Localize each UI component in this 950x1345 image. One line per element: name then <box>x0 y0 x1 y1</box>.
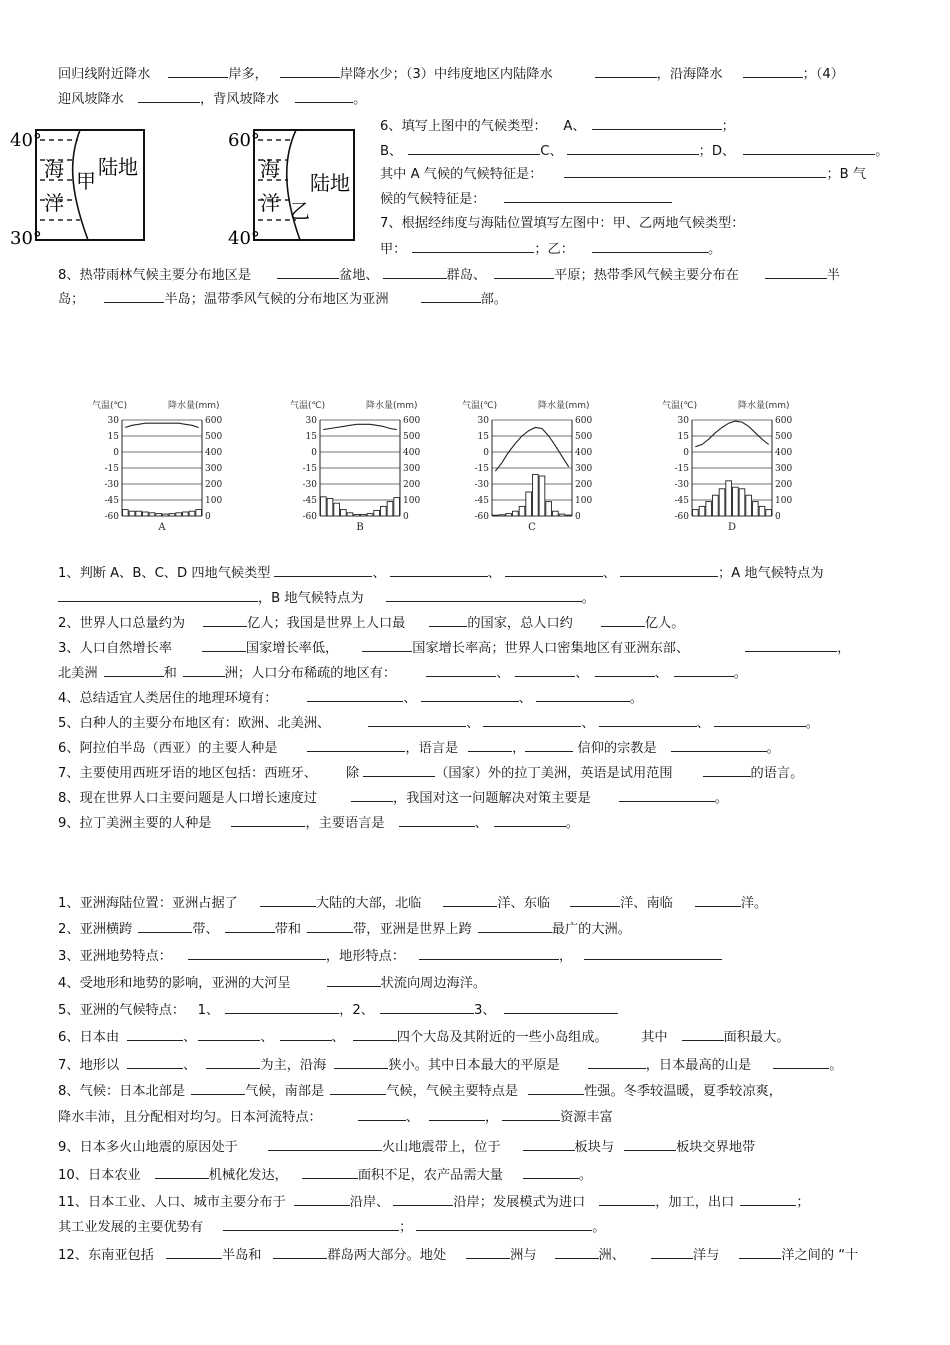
precip-bar <box>189 511 195 516</box>
blank[interactable] <box>466 1245 510 1259</box>
blank[interactable] <box>682 1027 724 1041</box>
blank[interactable] <box>671 738 767 752</box>
precip-axis-label: 降水量(mm) <box>168 401 220 411</box>
blank[interactable] <box>620 563 718 577</box>
s2-q8: 8、现在世界人口主要问题是人口增长速度过 ，我国对这一问题解决对策主要是 。 <box>58 788 728 808</box>
precip-tick-label: 400 <box>205 448 223 458</box>
s3-q4: 4、受地形和地势的影响，亚洲的大河呈 状流向周边海洋。 <box>58 973 486 993</box>
temp-line <box>323 424 396 429</box>
blank[interactable] <box>419 946 559 960</box>
blank[interactable] <box>624 1137 676 1151</box>
precip-bar <box>136 511 142 516</box>
precip-bar <box>499 515 505 516</box>
blank[interactable] <box>599 713 697 727</box>
chart-label: A <box>158 522 166 533</box>
blank[interactable] <box>166 1245 222 1259</box>
precip-tick-label: 300 <box>205 464 223 474</box>
precip-bar <box>149 513 155 516</box>
q7-line-2: 甲： ；乙： 。 <box>380 239 721 259</box>
blank[interactable] <box>104 663 164 677</box>
precip-bar <box>733 487 739 516</box>
temp-axis-label: 气温(℃) <box>662 401 698 411</box>
temp-tick-label: 30 <box>107 416 119 426</box>
blank[interactable] <box>307 919 353 933</box>
temp-tick-label: 0 <box>311 448 317 458</box>
lat-label: 40° <box>10 130 42 151</box>
temp-tick-label: -30 <box>474 480 489 490</box>
blank[interactable] <box>280 64 340 78</box>
precip-bar <box>519 506 525 516</box>
blank[interactable] <box>294 1192 350 1206</box>
s3-q12: 12、东南亚包括 半岛和 群岛两大部分。地处 洲与 洲、 洋与 洋之间的 “十 <box>58 1245 858 1265</box>
precip-bar <box>381 506 387 516</box>
temp-tick-label: 15 <box>477 432 489 442</box>
lat-label: 40° <box>228 228 260 246</box>
blank[interactable] <box>595 64 657 78</box>
place-mark: 乙 <box>290 199 310 223</box>
blank[interactable] <box>416 1217 592 1231</box>
precip-bar <box>321 497 327 516</box>
s2-q1-line-1: 1、判断 A、B、C、D 四地气候类型 、 、 、 ；A 地气候特点为 <box>58 563 824 583</box>
temp-tick-label: -45 <box>104 496 119 506</box>
blank[interactable] <box>206 1055 260 1069</box>
s2-q1-line-2: ，B 地气候特点为 。 <box>58 588 595 608</box>
precip-bar <box>753 502 759 516</box>
s3-q11-line-1: 11、日本工业、人口、城市主要分布于 沿岸、 沿岸；发展模式为进口 ，加工，出口 ； <box>58 1192 810 1212</box>
precip-bar <box>129 511 135 516</box>
blank[interactable] <box>743 64 803 78</box>
sea-label: 海 <box>44 157 64 181</box>
blank[interactable] <box>225 919 275 933</box>
precip-bar <box>123 510 129 516</box>
precip-bar <box>726 481 732 516</box>
precip-bar <box>533 474 539 516</box>
blank[interactable] <box>183 663 225 677</box>
blank[interactable] <box>765 265 827 279</box>
blank[interactable] <box>595 663 655 677</box>
precip-bar <box>539 476 545 516</box>
blank[interactable] <box>421 289 481 303</box>
s3-q6: 6、日本由 、 、 、 四个大岛及其附近的一些小岛组成。 其中 面积最大。 <box>58 1027 790 1047</box>
precip-tick-label: 400 <box>403 448 421 458</box>
precip-tick-label: 100 <box>575 496 593 506</box>
precip-tick-label: 500 <box>575 432 593 442</box>
precip-bar <box>367 514 373 516</box>
s3-q5: 5、亚洲的气候特点： 1、 ，2、 3、 <box>58 1000 618 1020</box>
precip-tick-label: 400 <box>575 448 593 458</box>
blank[interactable] <box>601 613 645 627</box>
blank[interactable] <box>268 1137 382 1151</box>
blank[interactable] <box>138 89 200 103</box>
blank[interactable] <box>504 1000 618 1014</box>
s3-q9: 9、日本多火山地震的原因处于 火山地震带上，位于 板块与 板块交界地带 <box>58 1137 755 1157</box>
blank[interactable] <box>745 638 837 652</box>
blank[interactable] <box>280 1027 332 1041</box>
temp-tick-label: 30 <box>305 416 317 426</box>
s3-q3: 3、亚洲地势特点： ，地形特点： ， <box>58 946 722 966</box>
temp-tick-label: -15 <box>474 464 489 474</box>
blank[interactable] <box>127 1027 183 1041</box>
climate-chart-b <box>288 394 438 534</box>
temp-tick-label: -60 <box>104 512 119 522</box>
lat-label: 60° <box>228 130 260 151</box>
blank[interactable] <box>307 688 403 702</box>
blank[interactable] <box>505 563 603 577</box>
blank[interactable] <box>307 738 405 752</box>
blank[interactable] <box>363 763 435 777</box>
precip-bar <box>506 514 512 516</box>
s2-q4: 4、总结适宜人类居住的地理环境有： 、 、 。 <box>58 688 643 708</box>
blank[interactable] <box>225 1000 339 1014</box>
precip-bar <box>143 512 149 516</box>
blank[interactable] <box>695 893 741 907</box>
blank[interactable] <box>327 973 381 987</box>
precip-tick-label: 400 <box>775 448 793 458</box>
precip-bar <box>394 498 400 516</box>
sea-label: 海 <box>260 157 280 181</box>
blank[interactable] <box>504 189 672 203</box>
temp-tick-label: -30 <box>302 480 317 490</box>
temp-tick-label: 0 <box>483 448 489 458</box>
precip-tick-label: 300 <box>575 464 593 474</box>
blank[interactable] <box>138 919 192 933</box>
precip-bar <box>713 495 719 516</box>
temp-tick-label: 0 <box>683 448 689 458</box>
precip-tick-label: 500 <box>205 432 223 442</box>
blank[interactable] <box>570 893 620 907</box>
precip-bar <box>526 492 532 516</box>
blank[interactable] <box>295 89 353 103</box>
blank[interactable] <box>592 239 708 253</box>
precip-bar <box>347 513 353 516</box>
precip-tick-label: 600 <box>575 416 593 426</box>
q6-line-3: 其中 A 气候的气候特征是： ；B 气 <box>380 164 866 184</box>
blank[interactable] <box>773 1055 829 1069</box>
precip-bar <box>699 506 705 516</box>
precip-bar <box>759 506 765 516</box>
q8-line-2: 岛； 半岛；温带季风气候的分布地区为亚洲 部。 <box>58 289 507 309</box>
precip-bar <box>739 489 745 516</box>
blank[interactable] <box>555 1245 599 1259</box>
precip-bar <box>156 514 162 516</box>
blank[interactable] <box>198 1027 260 1041</box>
precip-bar <box>354 514 360 516</box>
precip-tick-label: 200 <box>205 480 223 490</box>
precip-bar <box>766 510 772 516</box>
precip-bar <box>719 489 725 516</box>
blank[interactable] <box>330 1081 386 1095</box>
q6-line-1: 6、填写上图中的气候类型： A、 ； <box>380 116 735 136</box>
precip-axis-label: 降水量(mm) <box>538 401 590 411</box>
blank[interactable] <box>714 713 806 727</box>
s2-q3-line-2: 北美洲 和 洲；人口分布稀疏的地区有： 、 、 、 。 <box>58 663 747 683</box>
top-line-2: 迎风坡降水 ，背风坡降水 。 <box>58 89 366 109</box>
blank[interactable] <box>743 141 875 155</box>
precip-bar <box>566 515 572 516</box>
temp-tick-label: -45 <box>474 496 489 506</box>
blank[interactable] <box>494 265 554 279</box>
s3-q8-line-2: 降水丰沛，且分配相对均匀。日本河流特点： 、 ， 资源丰富 <box>58 1107 613 1127</box>
blank[interactable] <box>429 613 467 627</box>
s2-q5: 5、白种人的主要分布地区有：欧洲、北美洲、 、 、 、 。 <box>58 713 819 733</box>
blank[interactable] <box>368 713 466 727</box>
s3-q10: 10、日本农业 机械化发达， 面积不足，农产品需大量 。 <box>58 1165 592 1185</box>
climate-chart-a <box>90 394 240 534</box>
blank[interactable] <box>358 1107 406 1121</box>
blank[interactable] <box>703 763 751 777</box>
precip-tick-label: 0 <box>403 512 409 522</box>
top-line-1: 回归线附近降水 岸多， 岸降水少；（3）中纬度地区内陆降水 ，沿海降水 ；（4） <box>58 64 844 84</box>
blank[interactable] <box>523 1137 575 1151</box>
precip-axis-label: 降水量(mm) <box>366 401 418 411</box>
s2-q7: 7、主要使用西班牙语的地区包括：西班牙、 除 （国家）外的拉丁美洲，英语是试用范围 的语言。 <box>58 763 803 783</box>
blank[interactable] <box>619 788 715 802</box>
temp-tick-label: 30 <box>477 416 489 426</box>
lat-label: 30° <box>10 228 42 246</box>
temp-line <box>125 423 198 427</box>
chart-label: C <box>528 522 536 533</box>
blank[interactable] <box>567 141 699 155</box>
blank[interactable] <box>203 613 247 627</box>
blank[interactable] <box>273 1245 327 1259</box>
blank[interactable] <box>483 713 581 727</box>
precip-tick-label: 300 <box>403 464 421 474</box>
precip-bar <box>163 514 169 516</box>
precip-axis-label: 降水量(mm) <box>738 401 790 411</box>
blank[interactable] <box>412 239 534 253</box>
blank[interactable] <box>494 813 566 827</box>
temp-tick-label: -15 <box>302 464 317 474</box>
blank[interactable] <box>426 663 496 677</box>
precip-bar <box>693 510 699 516</box>
blank[interactable] <box>523 1165 579 1179</box>
blank[interactable] <box>127 1055 183 1069</box>
temp-line <box>695 421 768 447</box>
q6-line-2: B、 C、 ；D、 。 <box>380 141 888 161</box>
blank[interactable] <box>386 588 582 602</box>
blank[interactable] <box>231 813 305 827</box>
precip-bar <box>559 514 565 516</box>
blank[interactable] <box>651 1245 693 1259</box>
s2-q9: 9、拉丁美洲主要的人种是 ，主要语言是 、 。 <box>58 813 579 833</box>
chart-label: D <box>727 522 737 533</box>
blank[interactable] <box>588 1055 646 1069</box>
precip-bar <box>513 511 519 516</box>
temp-tick-label: 30 <box>677 416 689 426</box>
precip-tick-label: 200 <box>403 480 421 490</box>
temp-line <box>495 428 568 472</box>
blank[interactable] <box>362 638 412 652</box>
sea-label: 洋 <box>44 191 64 215</box>
temp-tick-label: -45 <box>674 496 689 506</box>
land-label: 陆地 <box>310 171 350 195</box>
blank[interactable] <box>478 919 552 933</box>
precip-tick-label: 200 <box>575 480 593 490</box>
blank[interactable] <box>58 588 258 602</box>
blank[interactable] <box>408 141 540 155</box>
sea-label: 洋 <box>260 191 280 215</box>
blank[interactable] <box>274 563 372 577</box>
temp-tick-label: 15 <box>677 432 689 442</box>
temp-tick-label: -45 <box>302 496 317 506</box>
blank[interactable] <box>202 638 246 652</box>
blank[interactable] <box>260 893 316 907</box>
precip-tick-label: 100 <box>403 496 421 506</box>
precip-bar <box>553 511 559 516</box>
blank[interactable] <box>168 64 228 78</box>
precip-tick-label: 200 <box>775 480 793 490</box>
blank[interactable] <box>351 788 393 802</box>
precip-bar <box>176 513 182 516</box>
blank[interactable] <box>393 1192 453 1206</box>
land-label: 陆地 <box>98 155 138 179</box>
blank[interactable] <box>191 1081 245 1095</box>
temp-tick-label: 0 <box>113 448 119 458</box>
precip-bar <box>493 515 499 516</box>
precip-bar <box>706 502 712 516</box>
temp-tick-label: -15 <box>674 464 689 474</box>
chart-label: B <box>356 522 364 533</box>
s2-q3-line-1: 3、人口自然增长率 国家增长率低， 国家增长率高；世界人口密集地区有亚洲东部、 ， <box>58 638 850 658</box>
climate-chart-d <box>660 394 810 534</box>
precip-bar <box>387 502 393 516</box>
blank[interactable] <box>155 1165 209 1179</box>
blank[interactable] <box>188 946 326 960</box>
blank[interactable] <box>277 265 339 279</box>
blank[interactable] <box>383 265 447 279</box>
s3-q7: 7、地形以 、 为主，沿海 狭小。其中日本最大的平原是 ，日本最高的山是 。 <box>58 1055 842 1075</box>
temp-axis-label: 气温(℃) <box>290 401 326 411</box>
q6-line-4: 候的气候特征是： <box>380 189 672 209</box>
precip-tick-label: 0 <box>575 512 581 522</box>
precip-tick-label: 600 <box>205 416 223 426</box>
temp-tick-label: -60 <box>474 512 489 522</box>
temp-tick-label: 15 <box>107 432 119 442</box>
s2-q6: 6、阿拉伯半岛（西亚）的主要人种是 ，语言是 ， 信仰的宗教是 。 <box>58 738 780 758</box>
s3-q1: 1、亚洲海陆位置：亚洲占据了 大陆的大部，北临 洋、东临 洋、南临 洋。 <box>58 893 767 913</box>
temp-tick-label: 15 <box>305 432 317 442</box>
map-jia <box>8 126 148 246</box>
blank[interactable] <box>302 1165 358 1179</box>
precip-bar <box>183 512 189 516</box>
blank[interactable] <box>429 1107 485 1121</box>
blank[interactable] <box>525 738 573 752</box>
blank[interactable] <box>502 1107 560 1121</box>
s3-q2: 2、亚洲横跨 带、 带和 带，亚洲是世界上跨 最广的大洲。 <box>58 919 631 939</box>
blank[interactable] <box>564 164 826 178</box>
precip-bar <box>334 503 340 516</box>
precip-bar <box>546 502 552 516</box>
blank[interactable] <box>390 563 488 577</box>
precip-tick-label: 600 <box>775 416 793 426</box>
precip-bar <box>327 498 333 516</box>
precip-tick-label: 0 <box>775 512 781 522</box>
q8-line-1: 8、热带雨林气候主要分布地区是 盆地、 群岛、 平原；热带季风气候主要分布在 半 <box>58 265 840 285</box>
precip-tick-label: 500 <box>403 432 421 442</box>
blank[interactable] <box>515 663 575 677</box>
blank[interactable] <box>353 1027 397 1041</box>
s2-q2: 2、世界人口总量约为 亿人；我国是世界上人口最 的国家，总人口约 亿人。 <box>58 613 684 633</box>
temp-tick-label: -30 <box>674 480 689 490</box>
precip-bar <box>361 514 367 516</box>
precip-bar <box>169 514 175 516</box>
q7-line-1: 7、根据经纬度与海陆位置填写左图中：甲、乙两地气候类型： <box>380 216 745 231</box>
blank[interactable] <box>399 813 475 827</box>
blank[interactable] <box>468 738 512 752</box>
temp-tick-label: -30 <box>104 480 119 490</box>
temp-tick-label: -60 <box>302 512 317 522</box>
blank[interactable] <box>599 1192 655 1206</box>
temp-axis-label: 气温(℃) <box>462 401 498 411</box>
temp-axis-label: 气温(℃) <box>92 401 128 411</box>
s3-q8-line-1: 8、气候：日本北部是 气候，南部是 气候，气候主要特点是 性强。冬季较温暖，夏季较凉爽， <box>58 1081 782 1101</box>
precip-tick-label: 600 <box>403 416 421 426</box>
precip-tick-label: 100 <box>205 496 223 506</box>
blank[interactable] <box>536 688 630 702</box>
climate-chart-c <box>460 394 610 534</box>
blank[interactable] <box>740 1192 796 1206</box>
temp-tick-label: -15 <box>104 464 119 474</box>
blank[interactable] <box>592 116 722 130</box>
blank[interactable] <box>443 893 497 907</box>
temp-tick-label: -60 <box>674 512 689 522</box>
blank[interactable] <box>223 1217 399 1231</box>
precip-bar <box>374 510 380 516</box>
map-yi <box>226 126 358 246</box>
precip-tick-label: 0 <box>205 512 211 522</box>
precip-tick-label: 100 <box>775 496 793 506</box>
blank[interactable] <box>674 663 734 677</box>
blank[interactable] <box>528 1081 584 1095</box>
precip-bar <box>341 510 347 516</box>
precip-bar <box>196 510 202 516</box>
blank[interactable] <box>380 1000 474 1014</box>
blank[interactable] <box>421 688 519 702</box>
precip-bar <box>746 495 752 516</box>
precip-tick-label: 500 <box>775 432 793 442</box>
blank[interactable] <box>584 946 722 960</box>
blank[interactable] <box>104 289 164 303</box>
precip-tick-label: 300 <box>775 464 793 474</box>
s3-q11-line-2: 其工业发展的主要优势有 ； 。 <box>58 1217 605 1237</box>
blank[interactable] <box>334 1055 388 1069</box>
blank[interactable] <box>739 1245 781 1259</box>
place-mark: 甲 <box>76 169 96 193</box>
